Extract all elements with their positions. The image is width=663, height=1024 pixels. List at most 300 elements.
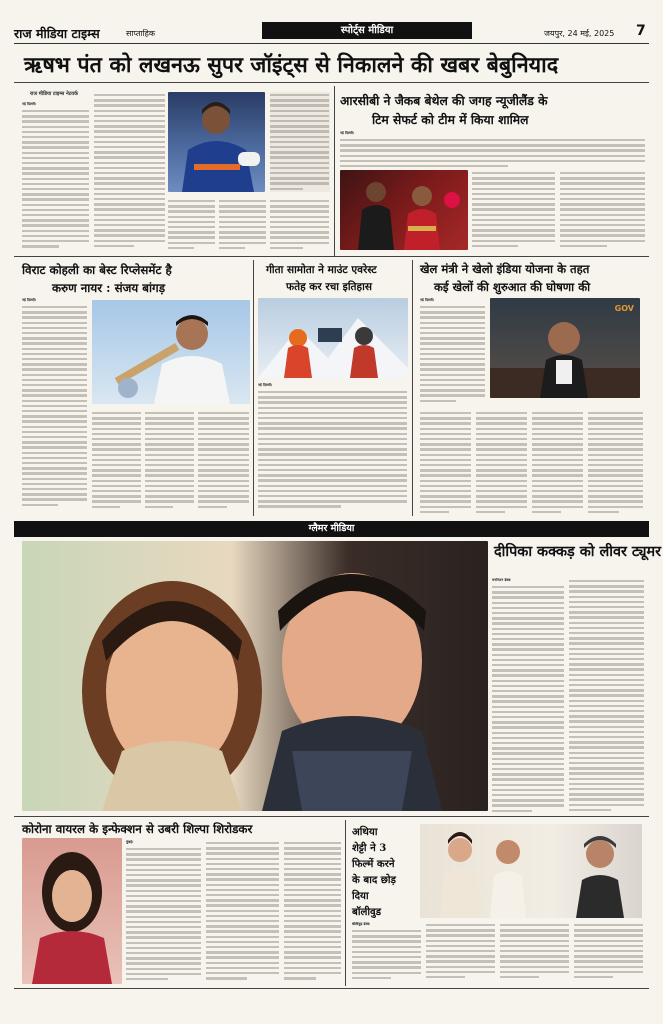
text-line xyxy=(569,767,644,769)
khelo-photo xyxy=(490,298,640,398)
text-line xyxy=(270,226,329,228)
text-line xyxy=(198,443,249,445)
text-line xyxy=(532,417,583,419)
text-line xyxy=(420,348,485,350)
text-line xyxy=(206,904,279,906)
text-line xyxy=(492,602,564,604)
text-line xyxy=(476,459,527,461)
text-line xyxy=(206,863,279,865)
text-line xyxy=(94,120,165,122)
text-line xyxy=(560,203,645,205)
text-line xyxy=(426,950,495,952)
text-line xyxy=(92,474,141,476)
text-line xyxy=(22,120,89,122)
khelo-dateline: नई दिल्ली। xyxy=(420,298,435,302)
text-line xyxy=(270,236,329,238)
text-line xyxy=(588,438,643,440)
text-line xyxy=(198,500,249,502)
text-line xyxy=(569,720,644,722)
text-line xyxy=(198,469,249,471)
text-line xyxy=(258,474,407,476)
text-line xyxy=(420,342,485,344)
text-line xyxy=(198,448,249,450)
text-line xyxy=(569,674,644,676)
text-line xyxy=(206,941,279,943)
text-line xyxy=(270,247,303,249)
dipika-photo xyxy=(22,541,488,811)
text-line xyxy=(284,915,341,917)
text-line xyxy=(560,245,607,247)
text-line xyxy=(22,452,87,454)
rcb-body-col2 xyxy=(560,170,646,250)
text-line xyxy=(258,495,407,497)
text-line xyxy=(532,480,583,482)
text-line xyxy=(126,869,201,871)
text-line xyxy=(560,182,645,184)
text-line xyxy=(258,459,407,461)
text-line xyxy=(284,842,341,844)
text-line xyxy=(420,500,471,502)
text-line xyxy=(588,511,619,513)
text-line xyxy=(569,684,644,686)
text-line xyxy=(588,454,643,456)
text-line xyxy=(206,847,279,849)
text-line xyxy=(22,467,87,469)
text-line xyxy=(206,868,279,870)
dipika-headline: दीपिका कक्कड़ को लीवर ट्यूमर xyxy=(494,543,661,560)
text-line xyxy=(352,961,421,963)
text-line xyxy=(94,240,165,242)
shilpa-dateline: मुंबई। xyxy=(126,840,134,844)
text-line xyxy=(476,433,527,435)
text-line xyxy=(569,746,644,748)
shilpa-body-col1 xyxy=(126,840,202,985)
text-line xyxy=(569,809,611,811)
text-line xyxy=(219,236,266,238)
text-line xyxy=(426,976,465,978)
text-line xyxy=(270,120,329,122)
text-line xyxy=(22,478,87,480)
text-line xyxy=(492,648,564,650)
text-line xyxy=(588,412,643,414)
paper-frequency: साप्ताहिक xyxy=(126,29,156,38)
text-line xyxy=(569,731,644,733)
athiya-headline-line2: शेट्टी ने 3 xyxy=(352,842,387,854)
text-line xyxy=(94,167,165,169)
text-line xyxy=(574,934,643,936)
text-line xyxy=(22,504,58,506)
khelo-body-col5 xyxy=(588,410,644,514)
text-line xyxy=(22,342,87,344)
kohli-body-col4 xyxy=(198,410,250,510)
text-line xyxy=(258,391,407,393)
text-line xyxy=(574,940,643,942)
text-line xyxy=(270,172,329,174)
text-line xyxy=(492,643,564,645)
text-line xyxy=(270,221,329,223)
text-line xyxy=(569,616,644,618)
column-rule xyxy=(412,260,413,516)
text-line xyxy=(476,469,527,471)
text-line xyxy=(532,454,583,456)
shilpa-body-col3 xyxy=(284,840,342,985)
text-line xyxy=(126,973,201,975)
text-line xyxy=(500,934,569,936)
text-line xyxy=(206,946,279,948)
text-line xyxy=(94,130,165,132)
text-line xyxy=(560,229,645,231)
text-line xyxy=(569,783,644,785)
text-line xyxy=(258,448,407,450)
text-line xyxy=(492,664,564,666)
text-line xyxy=(492,721,564,723)
text-line xyxy=(574,955,643,957)
text-line xyxy=(92,412,141,414)
pant-body-col1 xyxy=(22,102,90,250)
text-line xyxy=(270,231,329,233)
text-line xyxy=(126,910,201,912)
text-line xyxy=(22,332,87,334)
column-rule xyxy=(345,820,346,986)
text-line xyxy=(22,214,89,216)
text-line xyxy=(258,407,407,409)
text-line xyxy=(206,894,279,896)
text-line xyxy=(198,490,249,492)
text-line xyxy=(270,242,329,244)
text-line xyxy=(476,485,527,487)
athiya-headline-line3: फिल्में करने xyxy=(352,858,395,870)
text-line xyxy=(219,231,266,233)
kohli-body-col2 xyxy=(92,410,142,510)
text-line xyxy=(340,144,645,146)
shilpa-figure-art xyxy=(22,838,122,984)
text-line xyxy=(92,433,141,435)
text-line xyxy=(22,498,87,500)
text-line xyxy=(574,924,643,926)
text-line xyxy=(22,110,89,112)
text-line xyxy=(22,178,89,180)
text-line xyxy=(492,690,564,692)
divider xyxy=(14,988,649,989)
text-line xyxy=(270,110,329,112)
text-line xyxy=(206,873,279,875)
text-line xyxy=(145,428,194,430)
text-line xyxy=(492,810,532,812)
everest-dateline: नई दिल्ली। xyxy=(258,383,273,387)
text-line xyxy=(569,627,644,629)
text-line xyxy=(569,694,644,696)
text-line xyxy=(206,936,279,938)
athiya-body-col4 xyxy=(574,922,644,984)
text-line xyxy=(532,500,583,502)
text-line xyxy=(532,433,583,435)
text-line xyxy=(492,628,564,630)
text-line xyxy=(270,182,329,184)
text-line xyxy=(569,611,644,613)
text-line xyxy=(569,710,644,712)
text-line xyxy=(94,198,165,200)
kohli-headline-line1: विराट कोहली का बेस्ट रिप्लेसमेंट है xyxy=(22,263,172,277)
text-line xyxy=(94,94,165,96)
text-line xyxy=(284,847,341,849)
text-line xyxy=(352,935,421,937)
text-line xyxy=(492,622,564,624)
text-line xyxy=(476,500,527,502)
everest-photo xyxy=(258,298,408,378)
text-line xyxy=(258,479,407,481)
text-line xyxy=(472,193,555,195)
text-line xyxy=(574,929,643,931)
text-line xyxy=(284,925,341,927)
text-line xyxy=(22,183,89,185)
text-line xyxy=(532,511,561,513)
text-line xyxy=(476,428,527,430)
text-line xyxy=(420,368,485,370)
text-line xyxy=(569,632,644,634)
text-line xyxy=(94,245,134,247)
text-line xyxy=(22,157,89,159)
text-line xyxy=(532,485,583,487)
text-line xyxy=(22,420,87,422)
text-line xyxy=(22,131,89,133)
text-line xyxy=(92,417,141,419)
text-line xyxy=(145,459,194,461)
text-line xyxy=(492,794,564,796)
text-line xyxy=(352,956,421,958)
text-line xyxy=(22,327,87,329)
text-line xyxy=(22,348,87,350)
text-line xyxy=(569,705,644,707)
text-line xyxy=(94,136,165,138)
text-line xyxy=(94,172,165,174)
text-line xyxy=(22,462,87,464)
text-line xyxy=(492,758,564,760)
text-line xyxy=(569,798,644,800)
text-line xyxy=(22,472,87,474)
text-line xyxy=(206,858,279,860)
text-line xyxy=(198,417,249,419)
text-line xyxy=(569,741,644,743)
text-line xyxy=(206,967,279,969)
everest-headline-line2: फतेह कर रचा इतिहास xyxy=(286,281,372,293)
text-line xyxy=(532,495,583,497)
text-line xyxy=(532,428,583,430)
text-line xyxy=(352,977,391,979)
text-line xyxy=(126,879,201,881)
text-line xyxy=(145,438,194,440)
text-line xyxy=(569,590,644,592)
text-line xyxy=(476,511,505,513)
text-line xyxy=(22,152,89,154)
text-line xyxy=(270,156,329,158)
text-line xyxy=(532,443,583,445)
text-line xyxy=(284,904,341,906)
text-line xyxy=(420,438,471,440)
text-line xyxy=(198,433,249,435)
text-line xyxy=(145,490,194,492)
text-line xyxy=(352,930,421,932)
text-line xyxy=(22,446,87,448)
text-line xyxy=(258,485,407,487)
text-line xyxy=(492,638,564,640)
text-line xyxy=(270,104,329,106)
text-line xyxy=(420,485,471,487)
text-line xyxy=(588,443,643,445)
text-line xyxy=(472,219,555,221)
text-line xyxy=(22,415,87,417)
text-line xyxy=(569,658,644,660)
pant-body-col5-top xyxy=(270,92,330,192)
text-line xyxy=(560,234,645,236)
text-line xyxy=(258,500,407,502)
text-line xyxy=(126,957,201,959)
text-line xyxy=(426,924,495,926)
text-line xyxy=(588,464,643,466)
text-line xyxy=(94,162,165,164)
text-line xyxy=(92,428,141,430)
text-line xyxy=(574,976,613,978)
text-line xyxy=(569,668,644,670)
text-line xyxy=(472,234,555,236)
text-line xyxy=(352,946,421,948)
text-line xyxy=(492,617,564,619)
text-line xyxy=(420,464,471,466)
text-line xyxy=(284,920,341,922)
text-line xyxy=(198,454,249,456)
text-line xyxy=(569,648,644,650)
text-line xyxy=(574,960,643,962)
text-line xyxy=(145,469,194,471)
text-line xyxy=(569,762,644,764)
text-line xyxy=(22,483,87,485)
text-line xyxy=(198,438,249,440)
text-line xyxy=(560,240,645,242)
pant-figure-art xyxy=(168,92,265,192)
shilpa-photo xyxy=(22,838,122,984)
text-line xyxy=(569,642,644,644)
text-line xyxy=(569,715,644,717)
text-line xyxy=(492,778,564,780)
text-line xyxy=(206,977,247,979)
text-line xyxy=(206,884,279,886)
text-line xyxy=(492,669,564,671)
text-line xyxy=(92,500,141,502)
text-line xyxy=(94,104,165,106)
text-line xyxy=(145,448,194,450)
athiya-body-col1 xyxy=(352,922,422,984)
pant-body-col2 xyxy=(94,92,166,250)
athiya-family-art xyxy=(420,824,642,918)
text-line xyxy=(588,417,643,419)
text-line xyxy=(532,506,583,508)
text-line xyxy=(420,322,485,324)
rcb-photo xyxy=(340,170,468,250)
text-line xyxy=(284,852,341,854)
text-line xyxy=(206,925,279,927)
athiya-dateline: बॉलीवुड डेस्क xyxy=(352,922,370,926)
text-line xyxy=(206,889,279,891)
text-line xyxy=(94,156,165,158)
text-line xyxy=(206,899,279,901)
everest-body-text xyxy=(258,383,408,513)
text-line xyxy=(352,966,421,968)
text-line xyxy=(168,231,215,233)
text-line xyxy=(22,198,89,200)
text-line xyxy=(22,162,89,164)
text-line xyxy=(94,151,165,153)
text-line xyxy=(126,936,201,938)
text-line xyxy=(22,167,89,169)
text-line xyxy=(492,752,564,754)
text-line xyxy=(352,972,421,974)
text-line xyxy=(352,940,421,942)
text-line xyxy=(532,412,583,414)
text-line xyxy=(198,422,249,424)
text-line xyxy=(22,488,87,490)
text-line xyxy=(500,966,569,968)
text-line xyxy=(94,208,165,210)
text-line xyxy=(569,778,644,780)
khelo-body-col4 xyxy=(532,410,584,514)
text-line xyxy=(420,316,485,318)
text-line xyxy=(22,193,89,195)
text-line xyxy=(126,900,201,902)
text-line xyxy=(569,622,644,624)
text-line xyxy=(145,422,194,424)
text-line xyxy=(145,485,194,487)
text-line xyxy=(588,459,643,461)
text-line xyxy=(420,422,471,424)
text-line xyxy=(569,585,644,587)
dipika-body-col1 xyxy=(492,578,565,814)
text-line xyxy=(258,422,407,424)
text-line xyxy=(340,160,645,162)
text-line xyxy=(420,448,471,450)
text-line xyxy=(420,417,471,419)
text-line xyxy=(270,167,329,169)
text-line xyxy=(94,234,165,236)
text-line xyxy=(492,763,564,765)
text-line xyxy=(574,971,643,973)
text-line xyxy=(126,952,201,954)
text-line xyxy=(500,929,569,931)
text-line xyxy=(420,428,471,430)
text-line xyxy=(569,689,644,691)
column-rule xyxy=(334,86,335,256)
text-line xyxy=(270,177,329,179)
text-line xyxy=(206,972,279,974)
text-line xyxy=(472,245,518,247)
text-line xyxy=(472,182,555,184)
text-line xyxy=(22,306,87,308)
text-line xyxy=(492,789,564,791)
text-line xyxy=(126,926,201,928)
text-line xyxy=(22,374,87,376)
text-line xyxy=(126,858,201,860)
text-line xyxy=(284,899,341,901)
text-line xyxy=(420,358,485,360)
text-line xyxy=(560,198,645,200)
text-line xyxy=(476,495,527,497)
text-line xyxy=(588,506,643,508)
text-line xyxy=(92,422,141,424)
text-line xyxy=(492,695,564,697)
text-line xyxy=(206,962,279,964)
text-line xyxy=(426,971,495,973)
rcb-headline-line1: आरसीबी ने जैकब बेथेल की जगह न्यूजीलैंड के xyxy=(340,93,548,108)
text-line xyxy=(588,474,643,476)
text-line xyxy=(532,469,583,471)
